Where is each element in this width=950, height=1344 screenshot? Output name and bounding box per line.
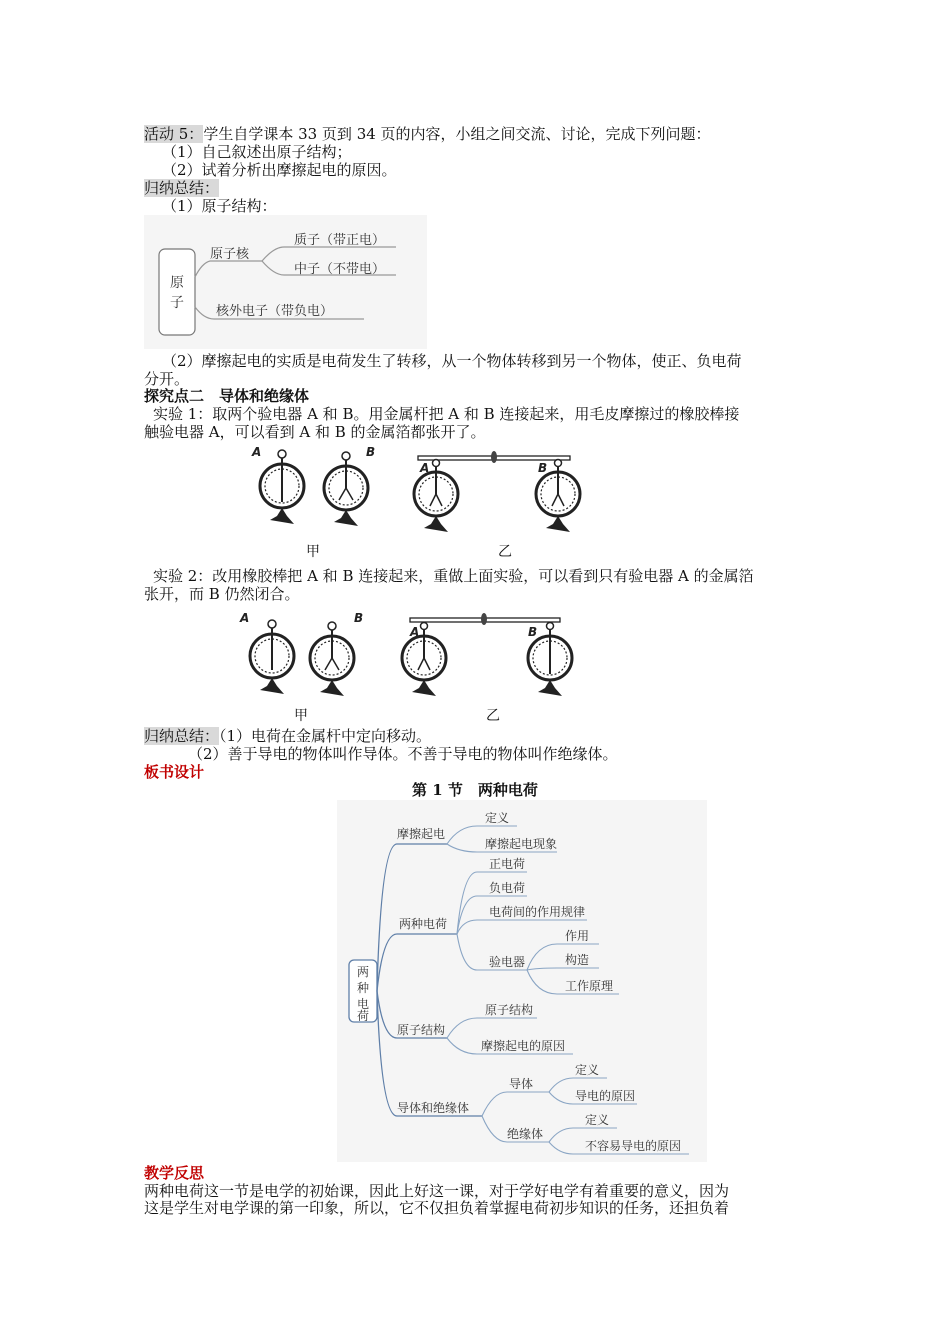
board-branch-2: 两种电荷 bbox=[399, 917, 448, 931]
board-root-char-3: 电 bbox=[356, 997, 370, 1011]
board-title: 第 1 节 两种电荷 bbox=[412, 781, 538, 799]
activity-5-text: 学生自学课本 33 页到 34 页的内容，小组之间交流、讨论，完成下列问题： bbox=[203, 125, 711, 143]
summary-2-line-1 bbox=[144, 727, 431, 745]
section-2-title: 探究点二 导体和绝缘体 bbox=[144, 387, 310, 405]
board-b4-2-item-1: 定义 bbox=[585, 1113, 610, 1127]
exp2-jia-label-a: A bbox=[240, 611, 250, 625]
board-b2-item-2: 负电荷 bbox=[489, 881, 526, 895]
board-b2-item-4: 验电器 bbox=[489, 955, 526, 969]
reflection-line-1: 两种电荷这一节是电学的初始课，因此上好这一课，对于学好电学有着重要的意义，因为 bbox=[144, 1182, 730, 1200]
board-branch-4: 导体和绝缘体 bbox=[397, 1101, 470, 1115]
exp1-jia-label-b: B bbox=[366, 445, 376, 459]
activity-5-question-2: （2）试着分析出摩擦起电的原因。 bbox=[162, 161, 397, 179]
experiment-1-line-1: 实验 1：取两个验电器 A 和 B。用金属杆把 A 和 B 连接起来，用毛皮摩擦过的橡胶棒接 bbox=[153, 405, 740, 423]
board-b2-4-item-1: 作用 bbox=[565, 929, 590, 943]
board-b4-item-1: 导体 bbox=[509, 1077, 534, 1091]
board-root-char-4: 荷 bbox=[356, 1009, 370, 1023]
experiment-2-figure bbox=[232, 604, 577, 726]
board-b1-item-2: 摩擦起电现象 bbox=[485, 837, 558, 851]
board-b2-item-3: 电荷间的作用规律 bbox=[489, 905, 586, 919]
atom-neutron: 中子（不带电） bbox=[294, 262, 386, 277]
board-b2-4-item-2: 构造 bbox=[565, 953, 590, 967]
summary-2-item-1: （1）电荷在金属杆中定向移动。 bbox=[219, 727, 432, 745]
exp1-yi-label-a: A bbox=[420, 461, 430, 475]
exp2-caption-jia: 甲 bbox=[294, 708, 308, 724]
board-b1-item-1: 定义 bbox=[485, 811, 510, 825]
summary-2-item-2: （2）善于导电的物体叫作导体。不善于导电的物体叫作绝缘体。 bbox=[188, 745, 618, 763]
exp1-caption-jia: 甲 bbox=[306, 544, 320, 560]
board-root-char-2: 种 bbox=[356, 981, 370, 995]
exp2-jia-label-b: B bbox=[354, 611, 364, 625]
board-b4-2-item-2: 不容易导电的原因 bbox=[585, 1139, 682, 1153]
summary-1-item-2-line-2: 分开。 bbox=[144, 370, 190, 388]
activity-5-line bbox=[144, 125, 711, 143]
board-b4-1-item-1: 定义 bbox=[575, 1063, 600, 1077]
exp2-yi-label-b: B bbox=[528, 625, 538, 639]
board-b3-item-2: 摩擦起电的原因 bbox=[481, 1039, 566, 1053]
atom-root-char-1: 原 bbox=[170, 275, 184, 291]
exp1-jia-label-a: A bbox=[252, 445, 262, 459]
summary-1-heading: 归纳总结： bbox=[144, 179, 220, 197]
board-root-char-1: 两 bbox=[356, 965, 370, 979]
experiment-2-line-1: 实验 2：改用橡胶棒把 A 和 B 连接起来，重做上面实验，可以看到只有验电器 A 的金属箔 bbox=[153, 567, 754, 585]
atom-nucleus: 原子核 bbox=[210, 247, 250, 262]
summary-1-item-1: （1）原子结构： bbox=[162, 197, 277, 215]
board-b2-4-item-3: 工作原理 bbox=[565, 979, 614, 993]
board-branch-1: 摩擦起电 bbox=[397, 827, 446, 841]
board-b4-1-item-2: 导电的原因 bbox=[575, 1089, 636, 1103]
activity-5-heading: 活动 5： bbox=[144, 125, 204, 143]
board-branch-3: 原子结构 bbox=[397, 1023, 446, 1037]
board-b2-item-1: 正电荷 bbox=[489, 857, 526, 871]
exp1-caption-yi: 乙 bbox=[498, 544, 512, 560]
experiment-2-line-2: 张开，而 B 仍然闭合。 bbox=[144, 585, 300, 603]
reflection-line-2: 这是学生对电学课的第一印象，所以，它不仅担负着掌握电荷初步知识的任务，还担负着 bbox=[144, 1199, 730, 1217]
exp2-caption-yi: 乙 bbox=[486, 708, 500, 724]
board-b4-item-2: 绝缘体 bbox=[507, 1127, 544, 1141]
atom-structure-diagram bbox=[144, 215, 427, 349]
board-b3-item-1: 原子结构 bbox=[485, 1003, 534, 1017]
board-design-heading: 板书设计 bbox=[144, 763, 205, 781]
experiment-1-line-2: 触验电器 A，可以看到 A 和 B 的金属箔都张开了。 bbox=[144, 423, 486, 441]
board-mind-map bbox=[337, 800, 707, 1162]
summary-1-item-2-line-1: （2）摩擦起电的实质是电荷发生了转移，从一个物体转移到另一个物体，使正、负电荷 bbox=[162, 352, 742, 370]
activity-5-question-1: （1）自己叙述出原子结构； bbox=[162, 143, 352, 161]
summary-2-heading: 归纳总结： bbox=[144, 727, 220, 745]
atom-root-char-2: 子 bbox=[170, 295, 184, 311]
atom-electron: 核外电子（带负电） bbox=[216, 304, 334, 319]
atom-proton: 质子（带正电） bbox=[294, 233, 386, 248]
reflection-heading: 教学反思 bbox=[144, 1164, 205, 1182]
exp2-yi-label-a: A bbox=[410, 625, 420, 639]
experiment-1-figure bbox=[240, 442, 585, 562]
exp1-yi-label-b: B bbox=[538, 461, 548, 475]
